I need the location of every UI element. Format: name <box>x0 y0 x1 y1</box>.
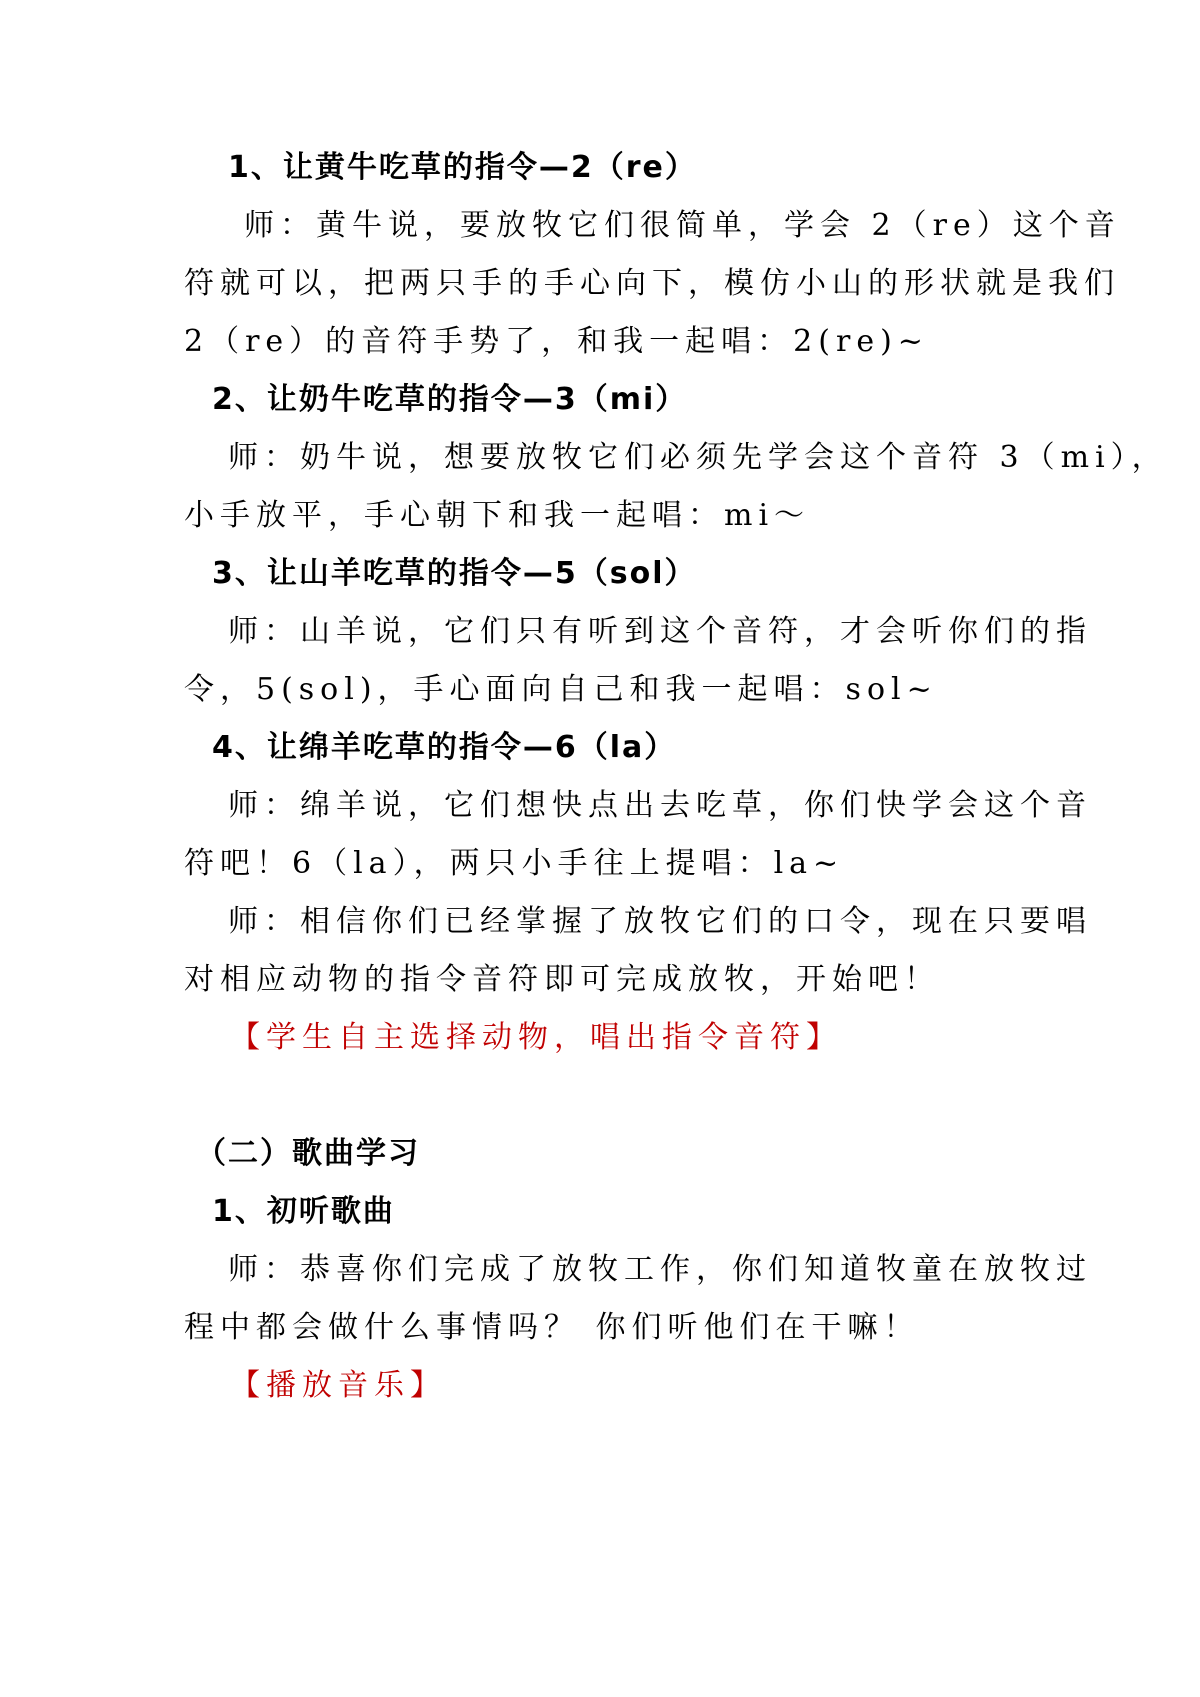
item1-heading: 1、让黄牛吃草的指令—2（re） <box>228 150 697 185</box>
item3-heading: 3、让山羊吃草的指令—5（sol） <box>212 556 697 591</box>
item3-paragraph-line2: 令，5(sol)，手心面向自己和我一起唱：sol~ <box>184 672 938 707</box>
item4-paragraph-line1: 师：绵羊说，它们想快点出去吃草，你们快学会这个音 <box>228 788 1092 823</box>
play-music-note: 【播放音乐】 <box>230 1368 446 1403</box>
item2-paragraph-line1: 师：奶牛说，想要放牧它们必须先学会这个音符 3（mi）， <box>228 440 1168 475</box>
summary-line1: 师：相信你们已经掌握了放牧它们的口令，现在只要唱 <box>228 904 1092 939</box>
item1-paragraph-line2: 符就可以，把两只手的手心向下，模仿小山的形状就是我们 <box>184 266 1120 301</box>
section-two-title: （二）歌曲学习 <box>196 1136 420 1171</box>
section-two-item1-paragraph-line1: 师：恭喜你们完成了放牧工作，你们知道牧童在放牧过 <box>228 1252 1092 1287</box>
item1-paragraph-line3: 2（re）的音符手势了，和我一起唱：2(re)~ <box>184 324 929 359</box>
item4-paragraph-line2: 符吧！6（la），两只小手往上提唱：la~ <box>184 846 845 881</box>
activity-note: 【学生自主选择动物，唱出指令音符】 <box>230 1020 842 1055</box>
item1-paragraph-line1: 师：黄牛说，要放牧它们很简单，学会 2（re）这个音 <box>244 208 1121 243</box>
section-two-item1-heading: 1、初听歌曲 <box>212 1194 395 1229</box>
summary-line2: 对相应动物的指令音符即可完成放牧，开始吧！ <box>184 962 940 997</box>
item2-paragraph-line2: 小手放平，手心朝下和我一起唱：mi～ <box>184 498 811 533</box>
item2-heading: 2、让奶牛吃草的指令—3（mi） <box>212 382 688 417</box>
section-two-item1-paragraph-line2: 程中都会做什么事情吗？ 你们听他们在干嘛！ <box>184 1310 920 1345</box>
item4-heading: 4、让绵羊吃草的指令—6（la） <box>212 730 677 765</box>
item3-paragraph-line1: 师：山羊说，它们只有听到这个音符，才会听你们的指 <box>228 614 1092 649</box>
